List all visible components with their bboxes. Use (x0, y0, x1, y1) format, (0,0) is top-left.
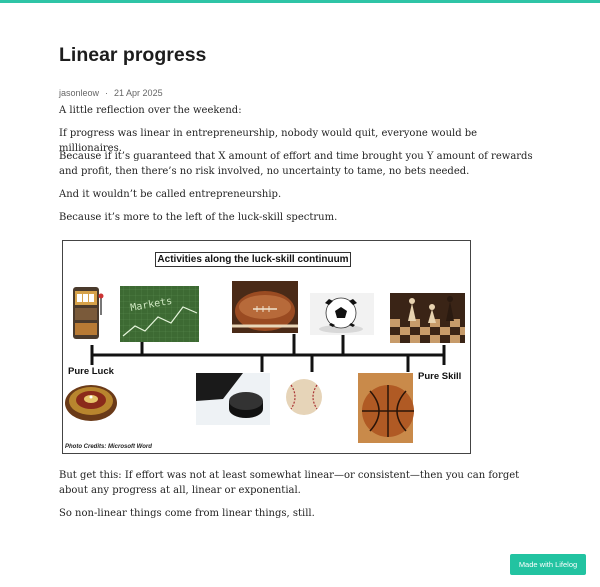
stock-market-icon (120, 286, 199, 342)
slot-machine-icon (73, 287, 104, 339)
paragraph-7: So non-linear things come from linear things, still. (59, 508, 315, 519)
paragraph-3: Because if it’s guaranteed that X amount of effort and time brought you Y amount of rewards and profit, then there’s no risk involved, no uncertainty to tame, no bets needed. (59, 151, 533, 177)
post-title: Linear progress (59, 44, 207, 66)
hockey-puck-icon (196, 373, 270, 425)
soccer-ball-icon (310, 293, 374, 335)
made-with-lifelog-button[interactable]: Made with Lifelog (510, 554, 586, 575)
pure-skill-label: Pure Skill (418, 371, 462, 382)
chess-icon (390, 293, 465, 343)
paragraph-2: If progress was linear in entrepreneurship, nobody would quit, everyone would be millionaires. (59, 128, 478, 154)
roulette-icon (65, 385, 117, 421)
paragraph-1: A little reflection over the weekend: (59, 105, 242, 116)
meta-separator: · (105, 88, 109, 98)
figure-title: Activities along the luck-skill continuum (155, 252, 351, 267)
post-date: 21 Apr 2025 (114, 88, 163, 98)
pure-luck-label: Pure Luck (68, 366, 114, 377)
luck-skill-figure (62, 240, 471, 454)
author-link[interactable]: jasonleow (59, 88, 100, 98)
basketball-icon (358, 373, 414, 443)
top-accent-bar (0, 0, 600, 3)
football-icon (232, 281, 298, 333)
post-meta (59, 88, 163, 98)
svg-text:Markets: Markets (129, 295, 174, 314)
continuum-illustration (63, 241, 471, 454)
paragraph-5: Because it’s more to the left of the luck-skill spectrum. (59, 212, 338, 223)
baseball-icon (286, 379, 322, 415)
paragraph-4: And it wouldn’t be called entrepreneurship. (59, 189, 282, 200)
photo-credit: Photo Credits: Microsoft Word (65, 444, 152, 450)
paragraph-6: But get this: If effort was not at least somewhat linear—or consistent—then you can forget about any progress at all, linear or exponential. (59, 470, 520, 496)
